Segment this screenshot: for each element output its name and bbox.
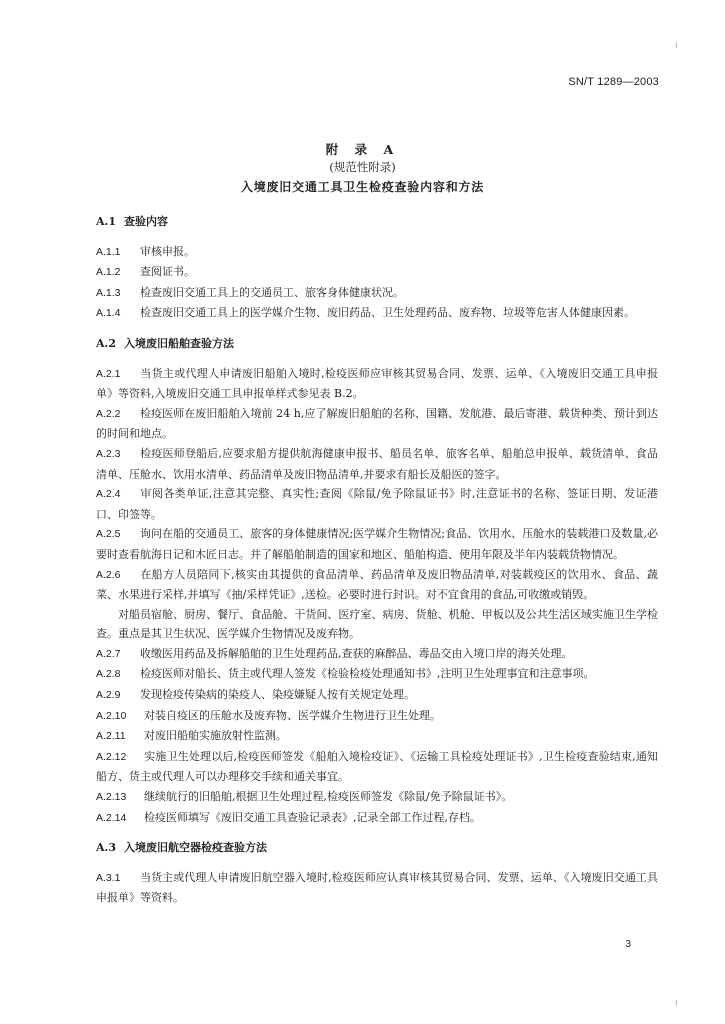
clause <box>96 283 658 304</box>
clause-text: 检查废旧交通工具上的交通员工、旅客身体健康状况。 <box>140 285 404 299</box>
clause-text: 收缴医用药品及拆解船舶的卫生处理药品,查获的麻醉品、毒品交由入境口岸的海关处理。 <box>140 646 573 660</box>
clause-text: 检疫医师在废旧船舶入境前 24 h,应了解废旧船舶的名称、国籍、发航港、最后寄港、载货种类、预计到达的时间和地点。 <box>96 406 658 441</box>
clause-text: 对废旧船舶实施放射性监测。 <box>144 729 287 743</box>
clause-text: 当货主或代理人申请废旧船舶入境时,检疫医师应审核其贸易合同、发票、运单、《入境废旧交通工具申报单》等资料,入境废旧交通工具申报单样式参见表 B.2。 <box>96 366 658 401</box>
body-paragraph: 对船员宿舱、厨房、餐厅、食品舱、干货间、医疗室、病房、货舱、机舱、甲板以及公共生活区域实施卫生学检查。重点是其卫生状况、医学媒介生物情况及废弃物。 <box>96 607 658 641</box>
scan-mark <box>676 42 677 48</box>
clause <box>96 484 658 524</box>
clause-number: A.2.13 <box>96 791 127 804</box>
clause-text: 审核申报。 <box>140 244 195 258</box>
section-heading <box>96 838 658 858</box>
clause-text: 检疫医师对船长、货主或代理人签发《检验检疫处理通知书》,注明卫生处理事宜和注意事项。 <box>140 667 595 681</box>
clause-number: A.2.8 <box>96 668 121 681</box>
clause <box>96 747 658 787</box>
document-body <box>96 212 658 908</box>
standard-code: SN/T 1289—2003 <box>568 76 659 88</box>
clause-number: A.1.3 <box>96 286 121 299</box>
clause-text: 审阅各类单证,注意其完整、真实性;查阅《除鼠/免予除鼠证书》时,注意证书的名称、签证日期、发证港口、印签等。 <box>96 487 658 521</box>
clause <box>96 868 658 908</box>
clause-number: A.2.7 <box>96 647 121 660</box>
clause-number: A.2.10 <box>96 709 127 722</box>
clause <box>96 706 658 727</box>
clause-number: A.2.11 <box>96 730 126 743</box>
annex-subtitle: (规范性附录) <box>329 160 396 174</box>
clause-text: 对装自疫区的压舱水及废弃物、医学媒介生物进行卫生处理。 <box>144 708 441 722</box>
clause-text: 检查废旧交通工具上的医学媒介生物、废旧药品、卫生处理药品、废弃物、垃圾等危害人体健康因素。 <box>140 306 635 320</box>
clause-text: 询问在船的交通员工、旅客的身体健康情况;医学媒介生物情况;食品、饮用水、压舱水的装载港口及数量,必要时查看航海日记和木匠日志。并了解船舶制造的国家和地区、船舶构造、使用年限及半年内装载货物情况。 <box>96 527 658 561</box>
clause <box>96 787 658 808</box>
section-heading <box>96 334 658 354</box>
section-title: 入境废旧航空器检疫查验方法 <box>124 841 267 855</box>
clause <box>96 262 658 283</box>
clause-text: 检疫医师填写《废旧交通工具查验记录表》,记录全部工作过程,存档。 <box>144 810 481 824</box>
clause-number: A.2.1 <box>96 367 121 380</box>
clause <box>96 364 658 404</box>
clause-number: A.2.12 <box>96 750 127 763</box>
clause-text: 继续航行的旧船舶,根据卫生处理过程,检疫医师签发《除鼠/免予除鼠证书》。 <box>144 790 513 804</box>
clause-text: 查阅证书。 <box>140 265 195 279</box>
clause <box>96 404 658 444</box>
clause-number: A.2.4 <box>96 488 121 501</box>
annex-heading: 入境废旧交通工具卫生检疫查验内容和方法 <box>240 180 485 194</box>
clause-number: A.2.9 <box>96 689 121 702</box>
clause <box>96 644 658 665</box>
clause-number: A.2.2 <box>96 407 121 420</box>
section-heading <box>96 212 658 232</box>
section-number: A.3 <box>96 841 117 855</box>
clause-number: A.1.1 <box>96 245 121 258</box>
section-number: A.1 <box>96 215 117 228</box>
clause <box>96 524 658 564</box>
clause-text: 当货主或代理人申请废旧航空器入境时,检疫医师应认真审核其贸易合同、发票、运单、《入境废旧交通工具申报单》等资料。 <box>96 870 658 905</box>
clause-number: A.2.3 <box>96 447 121 460</box>
clause <box>96 242 658 263</box>
clause-text: 检疫医师登船后,应要求船方提供航海健康申报书、船员名单、旅客名单、船舶总申报单、载货清单、食品清单、压舱水、饮用水清单、药品清单及废旧物品清单,并要求有船长及船医的签字。 <box>96 446 658 481</box>
clause <box>96 664 658 685</box>
clause <box>96 303 658 324</box>
section-title: 查验内容 <box>124 215 168 228</box>
page-number: 3 <box>625 939 631 950</box>
clause <box>96 565 658 605</box>
clause-number: A.1.4 <box>96 307 121 320</box>
scan-mark <box>676 1000 677 1006</box>
section-title: 入境废旧船舶查验方法 <box>124 336 234 350</box>
clause-text: 发现检疫传染病的染疫人、染疫嫌疑人按有关规定处理。 <box>140 688 415 702</box>
clause-number: A.2.14 <box>96 811 127 824</box>
clause-number: A.2.5 <box>96 528 121 541</box>
clause-number: A.1.2 <box>96 266 121 279</box>
clause-number: A.2.6 <box>96 568 121 581</box>
clause-number: A.3.1 <box>96 871 121 884</box>
clause <box>96 685 658 706</box>
section-number: A.2 <box>96 336 117 350</box>
annex-title: 附 录 A <box>325 142 400 157</box>
clause-text: 实施卫生处理以后,检疫医师签发《船舶入境检疫证》、《运输工具检疫处理证书》,卫生检疫查验结束,通知船方、货主或代理人可以办理移交手续和通关事宜。 <box>96 749 658 784</box>
clause <box>96 726 658 747</box>
clause <box>96 808 658 829</box>
clause-text: 在船方人员陪同下,核实由其提供的食品清单、药品清单及废旧物品清单,对装载疫区的饮用水、食品、蔬菜、水果进行采样,并填写《抽/采样凭证》,送检。必要时进行封识。对不宜食用的食品,可收缴或销毁。 <box>96 567 658 602</box>
clause <box>96 444 658 484</box>
